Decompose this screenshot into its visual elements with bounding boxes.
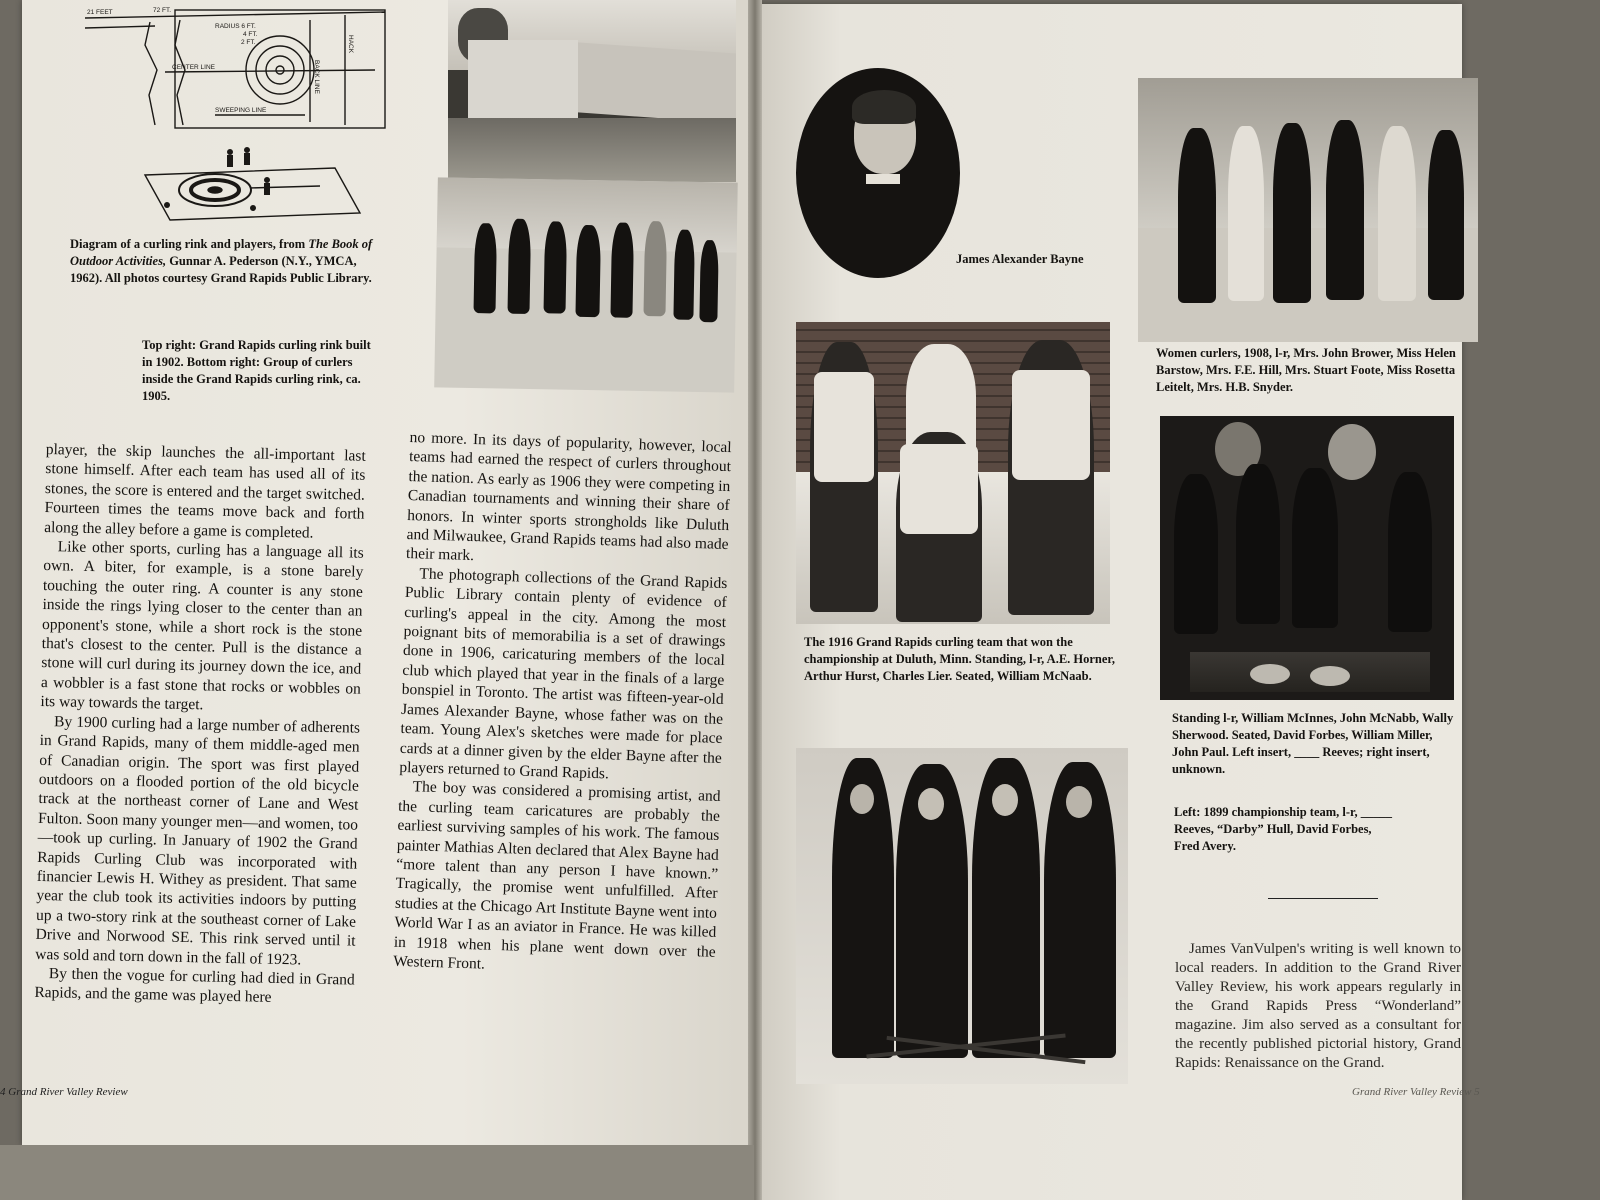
paragraph: By 1900 curling had a large number of adherents in Grand Rapids, many of them middle-aged men of Canadian origin. The sport was first played outdoors on a flooded portion of the old bicycle track at the northeast corner of Lane and West Fulton. Soon many younger men—and women, too—took up curling. In January of 1902 the Grand Rapids Curling Club was incorporated with financier Lewis H. Withey as president. That same year the club took its activities indoors by putting up a two-story rink at the southeast corner of Lake Drive and Norwood SE. This rink served until it was sold and torn down in the fall of 1923. (35, 712, 361, 969)
photo-1899-championship-team (796, 748, 1128, 1084)
column-left-2 (393, 428, 732, 981)
photo-curling-rink-building (448, 0, 736, 182)
paragraph: The photograph collections of the Grand Rapids Public Library contain plenty of evidence of curling's appeal in the city. Among the most poignant bits of memorabilia is a set of drawings done in 1906, caricaturing members of the local club which played that year in the finals of a large bonspiel in Toronto. The artist was fifteen-year-old James Alexander Bayne, whose father was on the team. Young Alex's sketches were made for place cards at a dinner given by the elder Bayne after the players returned to Grand Rapids. (399, 565, 728, 783)
paragraph: By then the vogue for curling had died in Grand Rapids, and the game was played here (34, 965, 355, 1007)
photo-group-of-curlers-with-inserts (1160, 416, 1454, 700)
author-bio: James VanVulpen's writing is well known to local readers. In addition to the Grand River Valley Review, his work appears regularly in the Grand Rapids Press “Wonderland” magazine. Jim also served as a consultant for the recently published pictorial history, Grand Rapids: Renaissance on the Grand. (1175, 941, 1461, 1071)
caption-diagram-book-title: The Book of Outdoor Activities, (70, 237, 373, 268)
photo-women-curlers-1908 (1138, 78, 1478, 342)
diagram-label-sweeping-line: SWEEPING LINE (215, 107, 267, 114)
caption-diagram: Diagram of a curling rink and players, from The Book of Outdoor Activities, Gunnar A. Pederson (N.Y., YMCA, 1962). All photos courtesy Grand Rapids Public Library. (70, 237, 373, 285)
diagram-label-radius: RADIUS 6 FT. (215, 23, 256, 30)
photo-portrait-james-bayne (796, 68, 960, 278)
caption-1899-team: Left: 1899 championship team, l-r, _____ Reeves, “Darby” Hull, David Forbes, Fred Avery. (1174, 805, 1392, 853)
caption-1916-team: The 1916 Grand Rapids curling team that won the championship at Duluth, Minn. Standing, l-r, A.E. Horner, Arthur Hurst, Charles Lier. Seated, William McNaab. (804, 635, 1115, 683)
diagram-label-hack: HACK (347, 35, 354, 54)
caption-rink-photos: Top right: Grand Rapids curling rink built in 1902. Bottom right: Group of curlers inside the Grand Rapids curling rink, ca. 1905. (142, 338, 371, 403)
caption-james-bayne: James Alexander Bayne (956, 252, 1084, 266)
diagram-label-2ft: 2 FT. (241, 39, 256, 46)
diagram-label-4ft: 4 FT. (243, 31, 258, 38)
table-surface (0, 1145, 754, 1200)
diagram-label-21ft: 21 FEET (87, 9, 113, 16)
photo-1916-curling-team (796, 322, 1110, 624)
book-gutter (748, 0, 762, 1200)
caption-group-standing-seated: Standing l-r, William McInnes, John McNabb, Wally Sherwood. Seated, David Forbes, William Miller, John Paul. Left insert, ____ Reeves; right insert, unknown. (1172, 711, 1454, 776)
diagram-label-back-line: BACK LINE (313, 60, 320, 94)
paragraph: player, the skip launches the all-important last stone himself. After each team has used all of its stones, the score is entered and the target switched. Fourteen times the teams move back and forth along the alley before a game is completed. (43, 440, 366, 542)
diagram-label-center-line: CENTER LINE (172, 64, 215, 71)
diagram-label-72ft: 72 FT. (153, 7, 172, 14)
photo-curlers-group-inside-rink (434, 177, 738, 392)
paragraph: The boy was considered a promising artist, and the curling team caricatures are probably the earliest surviving samples of his work. The famous painter Mathias Alten declared that Alex Bayne had “more talent than any person I have known.” Tragically, the promise went unfulfilled. After studies at the Chicago Art Institute Bayne went into World War I as an aviator in France. He was killed in 1918 when his plane went down over the Western Front. (392, 778, 721, 973)
paragraph: no more. In its days of popularity, however, local teams had earned the respect of curlers throughout the nation. As early as 1906 they were competing in Canadian tournaments and winning their share of honors. In winter sports strongholds like Duluth and Milwaukee, Grand Rapids teams had also made their mark. (405, 428, 732, 565)
page-footer-right: Grand River Valley Review 5 (1352, 1086, 1480, 1098)
column-left-1 (34, 440, 366, 1009)
paragraph: Like other sports, curling has a language all its own. A biter, for example, is a stone barely touching the outer ring. A counter is any stone inside the rings lying closer to the center than an opponent's stone, while a short rock is the stone that's closest to the center. Pull is the distance a stone will curl during its journey down the ice, and a wobbler is a fast stone that rocks or wobbles on its way towards the target. (40, 538, 364, 714)
rule-divider (1268, 898, 1378, 899)
page-footer-left: 4 Grand River Valley Review (0, 1086, 128, 1098)
caption-women-curlers: Women curlers, 1908, l-r, Mrs. John Brower, Miss Helen Barstow, Mrs. F.E. Hill, Mrs. Stuart Foote, Miss Rosetta Leitelt, Mrs. H.B. Snyder. (1156, 346, 1456, 394)
curling-rink-diagram (75, 0, 405, 225)
